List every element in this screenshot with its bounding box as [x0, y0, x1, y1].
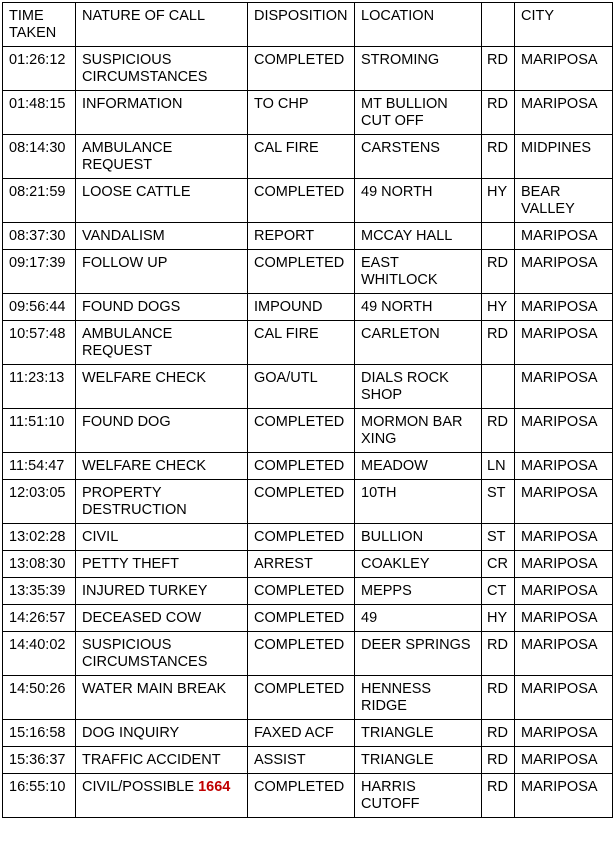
cell-location: [355, 47, 482, 91]
cell-location: [355, 135, 482, 179]
cell-location: [355, 480, 482, 524]
cell-location-text: CARLETON: [361, 326, 440, 342]
cell-street-suffix: [482, 676, 515, 720]
cell-location: [355, 578, 482, 605]
cell-disposition: [248, 179, 355, 223]
cell-nature-of-call-text: CIVIL: [82, 529, 119, 545]
cell-city-text: MARIPOSA: [521, 96, 598, 112]
cell-nature-of-call: [76, 632, 248, 676]
cell-disposition-text: TO CHP: [254, 96, 309, 112]
cell-city: [515, 409, 613, 453]
cell-street-suffix: [482, 480, 515, 524]
cell-disposition-text: COMPLETED: [254, 52, 345, 68]
cell-location-text: BULLION: [361, 529, 424, 545]
cell-time-taken-text: 08:14:30: [9, 140, 66, 156]
cell-street-suffix: [482, 453, 515, 480]
header-nature-of-call: NATURE OF CALL: [76, 3, 248, 47]
table-row: [3, 135, 613, 179]
cell-time-taken: [3, 747, 76, 774]
cell-nature-of-call: [76, 480, 248, 524]
cell-disposition-text: COMPLETED: [254, 414, 345, 430]
cell-location: [355, 409, 482, 453]
cell-location: [355, 365, 482, 409]
cell-city: [515, 551, 613, 578]
cell-location-text: MORMON BAR XING: [361, 414, 463, 447]
cell-city-text: MARIPOSA: [521, 556, 598, 572]
cell-street-suffix-text: RD: [487, 96, 508, 112]
cell-city: [515, 223, 613, 250]
cell-time-taken: [3, 551, 76, 578]
cell-city: [515, 321, 613, 365]
cell-city: [515, 47, 613, 91]
header-disposition: DISPOSITION: [248, 3, 355, 47]
cell-disposition-text: CAL FIRE: [254, 326, 319, 342]
cell-time-taken-text: 09:17:39: [9, 255, 66, 271]
cell-disposition: [248, 676, 355, 720]
cell-city: [515, 578, 613, 605]
cell-street-suffix-text: RD: [487, 414, 508, 430]
cell-disposition: [248, 321, 355, 365]
table-row: [3, 250, 613, 294]
cell-street-suffix-text: RD: [487, 255, 508, 271]
cell-street-suffix-text: RD: [487, 52, 508, 68]
cell-city-text: MARIPOSA: [521, 610, 598, 626]
cell-nature-of-call-text: WELFARE CHECK: [82, 370, 207, 386]
table-row: [3, 321, 613, 365]
cell-disposition-text: COMPLETED: [254, 610, 345, 626]
cell-city-text: MARIPOSA: [521, 752, 598, 768]
cell-city: [515, 774, 613, 818]
cell-street-suffix-text: HY: [487, 299, 508, 315]
table-row: [3, 223, 613, 250]
cell-city-text: MARIPOSA: [521, 255, 598, 271]
cell-location: [355, 676, 482, 720]
cell-disposition: [248, 551, 355, 578]
cell-disposition-text: GOA/UTL: [254, 370, 318, 386]
cell-nature-of-call: [76, 223, 248, 250]
cell-nature-of-call-text: DECEASED COW: [82, 610, 202, 626]
cell-city-text: MARIPOSA: [521, 529, 598, 545]
cell-street-suffix: [482, 294, 515, 321]
cell-time-taken: [3, 223, 76, 250]
cell-nature-of-call-text: DOG INQUIRY: [82, 725, 180, 741]
cell-time-taken-text: 13:02:28: [9, 529, 66, 545]
cell-city: [515, 453, 613, 480]
cell-location-text: 49: [361, 610, 378, 626]
cell-city: [515, 91, 613, 135]
cell-location-text: MEPPS: [361, 583, 412, 599]
cell-disposition: [248, 135, 355, 179]
cell-time-taken-text: 16:55:10: [9, 779, 66, 795]
table-row: [3, 720, 613, 747]
penal-code-highlight: 1664: [198, 779, 231, 795]
cell-disposition: [248, 409, 355, 453]
cell-time-taken-text: 15:16:58: [9, 725, 66, 741]
cell-nature-of-call: [76, 321, 248, 365]
cell-city: [515, 250, 613, 294]
cell-location-text: DEER SPRINGS: [361, 637, 471, 653]
cell-location-text: MT BULLION CUT OFF: [361, 96, 448, 129]
cell-time-taken-text: 11:54:47: [9, 458, 65, 474]
cell-street-suffix-text: RD: [487, 326, 508, 342]
cell-nature-of-call-text: CIVIL/POSSIBLE: [82, 779, 195, 795]
table-row: [3, 453, 613, 480]
cell-disposition-text: COMPLETED: [254, 458, 345, 474]
cell-disposition-text: IMPOUND: [254, 299, 323, 315]
cell-city: [515, 135, 613, 179]
cell-disposition: [248, 91, 355, 135]
cell-nature-of-call-text: VANDALISM: [82, 228, 165, 244]
cell-city: [515, 632, 613, 676]
cell-disposition-text: COMPLETED: [254, 681, 345, 697]
cell-nature-of-call: [76, 47, 248, 91]
cell-street-suffix-text: CR: [487, 556, 508, 572]
cell-street-suffix-text: HY: [487, 184, 508, 200]
cell-location-text: DIALS ROCK SHOP: [361, 370, 449, 403]
cell-city: [515, 747, 613, 774]
cell-street-suffix: [482, 605, 515, 632]
cell-street-suffix: [482, 747, 515, 774]
cell-time-taken: [3, 605, 76, 632]
cell-nature-of-call: [76, 551, 248, 578]
cell-street-suffix: [482, 321, 515, 365]
cell-city: [515, 179, 613, 223]
cell-time-taken: [3, 179, 76, 223]
cell-nature-of-call: [76, 747, 248, 774]
table-row: [3, 551, 613, 578]
cell-nature-of-call: [76, 91, 248, 135]
cell-location: [355, 294, 482, 321]
cell-city-text: MARIPOSA: [521, 725, 598, 741]
cell-nature-of-call-text: TRAFFIC ACCIDENT: [82, 752, 221, 768]
table-row: [3, 605, 613, 632]
cell-location-text: EAST WHITLOCK: [361, 255, 438, 288]
cell-street-suffix-text: RD: [487, 725, 508, 741]
cell-location: [355, 91, 482, 135]
cell-city-text: MARIPOSA: [521, 326, 598, 342]
cell-time-taken-text: 08:37:30: [9, 228, 66, 244]
cell-street-suffix-text: RD: [487, 681, 508, 697]
cell-street-suffix-text: CT: [487, 583, 507, 599]
cell-disposition: [248, 453, 355, 480]
header-city: CITY: [515, 3, 613, 47]
cell-location: [355, 223, 482, 250]
cell-disposition-text: COMPLETED: [254, 637, 345, 653]
cell-disposition: [248, 223, 355, 250]
cell-time-taken-text: 14:40:02: [9, 637, 66, 653]
cell-disposition: [248, 774, 355, 818]
table-row: [3, 179, 613, 223]
cell-disposition-text: ARREST: [254, 556, 313, 572]
cell-nature-of-call-text: PROPERTY DESTRUCTION: [82, 485, 187, 518]
cell-nature-of-call: [76, 676, 248, 720]
cell-location: [355, 551, 482, 578]
table-row: [3, 480, 613, 524]
cell-location-text: MCCAY HALL: [361, 228, 453, 244]
cell-time-taken: [3, 321, 76, 365]
cell-disposition: [248, 47, 355, 91]
cell-nature-of-call-text: AMBULANCE REQUEST: [82, 326, 173, 359]
cell-nature-of-call-text: LOOSE CATTLE: [82, 184, 191, 200]
cell-street-suffix-text: HY: [487, 610, 508, 626]
cell-location-text: 49 NORTH: [361, 184, 433, 200]
cell-city-text: MARIPOSA: [521, 228, 598, 244]
cell-time-taken: [3, 578, 76, 605]
cell-nature-of-call-text: INJURED TURKEY: [82, 583, 208, 599]
cell-street-suffix-text: LN: [487, 458, 506, 474]
header-street-suffix: [482, 3, 515, 47]
cell-city-text: MIDPINES: [521, 140, 592, 156]
table-row: [3, 676, 613, 720]
cell-location: [355, 747, 482, 774]
cell-city: [515, 676, 613, 720]
cell-disposition-text: COMPLETED: [254, 779, 345, 795]
cell-location-text: MEADOW: [361, 458, 428, 474]
cell-city-text: MARIPOSA: [521, 681, 598, 697]
cell-street-suffix: [482, 524, 515, 551]
cell-nature-of-call-text: FOUND DOGS: [82, 299, 181, 315]
cell-nature-of-call: [76, 365, 248, 409]
cell-street-suffix: [482, 223, 515, 250]
cell-disposition-text: REPORT: [254, 228, 315, 244]
cell-nature-of-call-text: FOLLOW UP: [82, 255, 168, 271]
cell-time-taken: [3, 365, 76, 409]
cell-time-taken: [3, 524, 76, 551]
cell-street-suffix-text: RD: [487, 140, 508, 156]
cell-city-text: MARIPOSA: [521, 458, 598, 474]
table-row: [3, 774, 613, 818]
cell-location-text: 49 NORTH: [361, 299, 433, 315]
table-row: [3, 409, 613, 453]
cell-nature-of-call: [76, 578, 248, 605]
cell-street-suffix: [482, 365, 515, 409]
cell-city-text: BEAR VALLEY: [521, 184, 575, 217]
cell-nature-of-call-text: INFORMATION: [82, 96, 183, 112]
cell-street-suffix-text: RD: [487, 637, 508, 653]
cell-time-taken-text: 14:50:26: [9, 681, 66, 697]
cell-time-taken-text: 11:23:13: [9, 370, 65, 386]
cell-city: [515, 720, 613, 747]
cell-disposition-text: COMPLETED: [254, 255, 345, 271]
cell-nature-of-call: [76, 524, 248, 551]
cell-nature-of-call-text: WELFARE CHECK: [82, 458, 207, 474]
cell-time-taken-text: 13:35:39: [9, 583, 66, 599]
cell-time-taken-text: 10:57:48: [9, 326, 66, 342]
cell-street-suffix-text: RD: [487, 752, 508, 768]
cell-disposition: [248, 480, 355, 524]
cell-time-taken: [3, 632, 76, 676]
table-row: [3, 747, 613, 774]
cell-time-taken: [3, 774, 76, 818]
cell-nature-of-call: [76, 135, 248, 179]
header-time-taken: TIME TAKEN: [3, 3, 76, 47]
cell-location: [355, 179, 482, 223]
cell-city: [515, 365, 613, 409]
cell-street-suffix: [482, 551, 515, 578]
cell-location-text: HENNESS RIDGE: [361, 681, 432, 714]
cell-street-suffix-text: ST: [487, 485, 506, 501]
cell-city-text: MARIPOSA: [521, 485, 598, 501]
cell-nature-of-call-text: WATER MAIN BREAK: [82, 681, 227, 697]
cell-street-suffix: [482, 578, 515, 605]
cell-nature-of-call: [76, 720, 248, 747]
cell-city-text: MARIPOSA: [521, 52, 598, 68]
cell-nature-of-call: [76, 179, 248, 223]
cell-street-suffix: [482, 47, 515, 91]
cell-disposition-text: COMPLETED: [254, 583, 345, 599]
header-row: [3, 3, 613, 47]
table-row: [3, 632, 613, 676]
cell-disposition-text: CAL FIRE: [254, 140, 319, 156]
cell-street-suffix-text: ST: [487, 529, 506, 545]
cell-time-taken: [3, 720, 76, 747]
cell-location-text: 10TH: [361, 485, 397, 501]
cell-time-taken-text: 14:26:57: [9, 610, 66, 626]
cell-city: [515, 524, 613, 551]
cell-time-taken: [3, 135, 76, 179]
cell-street-suffix: [482, 179, 515, 223]
cell-disposition-text: ASSIST: [254, 752, 306, 768]
cell-city-text: MARIPOSA: [521, 414, 598, 430]
cell-nature-of-call-text: FOUND DOG: [82, 414, 171, 430]
cell-city-text: MARIPOSA: [521, 299, 598, 315]
cell-nature-of-call: [76, 409, 248, 453]
cell-location: [355, 250, 482, 294]
cell-location: [355, 720, 482, 747]
cell-time-taken: [3, 480, 76, 524]
cell-time-taken: [3, 250, 76, 294]
cell-time-taken: [3, 47, 76, 91]
cell-time-taken-text: 12:03:05: [9, 485, 66, 501]
cell-location: [355, 632, 482, 676]
cell-city: [515, 480, 613, 524]
cell-city-text: MARIPOSA: [521, 637, 598, 653]
cell-nature-of-call-text: AMBULANCE REQUEST: [82, 140, 173, 173]
cell-location: [355, 605, 482, 632]
cell-disposition: [248, 632, 355, 676]
cell-nature-of-call-text: SUSPICIOUS CIRCUMSTANCES: [82, 637, 208, 670]
cell-time-taken-text: 09:56:44: [9, 299, 66, 315]
cell-street-suffix-text: RD: [487, 779, 508, 795]
table-row: [3, 294, 613, 321]
cell-disposition-text: COMPLETED: [254, 529, 345, 545]
cell-street-suffix: [482, 91, 515, 135]
call-log-table: [2, 2, 613, 818]
cell-time-taken: [3, 91, 76, 135]
cell-city-text: MARIPOSA: [521, 779, 598, 795]
cell-street-suffix: [482, 774, 515, 818]
table-row: [3, 47, 613, 91]
cell-location: [355, 774, 482, 818]
cell-time-taken-text: 15:36:37: [9, 752, 66, 768]
cell-disposition-text: FAXED ACF: [254, 725, 334, 741]
cell-time-taken-text: 08:21:59: [9, 184, 66, 200]
cell-street-suffix: [482, 250, 515, 294]
cell-time-taken-text: 01:48:15: [9, 96, 66, 112]
cell-city-text: MARIPOSA: [521, 583, 598, 599]
cell-nature-of-call-text: PETTY THEFT: [82, 556, 179, 572]
cell-disposition: [248, 720, 355, 747]
cell-disposition: [248, 605, 355, 632]
cell-time-taken-text: 13:08:30: [9, 556, 66, 572]
cell-disposition-text: COMPLETED: [254, 485, 345, 501]
table-row: [3, 524, 613, 551]
cell-disposition: [248, 524, 355, 551]
cell-nature-of-call: [76, 774, 248, 818]
cell-disposition: [248, 250, 355, 294]
cell-disposition: [248, 294, 355, 321]
cell-disposition: [248, 747, 355, 774]
cell-time-taken-text: 11:51:10: [9, 414, 65, 430]
cell-location: [355, 321, 482, 365]
cell-location-text: HARRIS CUTOFF: [361, 779, 420, 812]
cell-nature-of-call: [76, 605, 248, 632]
cell-location-text: TRIANGLE: [361, 752, 434, 768]
cell-location: [355, 524, 482, 551]
cell-street-suffix: [482, 720, 515, 747]
cell-disposition: [248, 578, 355, 605]
cell-nature-of-call: [76, 294, 248, 321]
table-row: [3, 365, 613, 409]
cell-street-suffix: [482, 409, 515, 453]
cell-location-text: TRIANGLE: [361, 725, 434, 741]
cell-location-text: STROMING: [361, 52, 440, 68]
table-row: [3, 91, 613, 135]
cell-nature-of-call: [76, 250, 248, 294]
cell-nature-of-call-text: SUSPICIOUS CIRCUMSTANCES: [82, 52, 208, 85]
cell-city: [515, 605, 613, 632]
cell-time-taken: [3, 294, 76, 321]
cell-nature-of-call: [76, 453, 248, 480]
cell-location-text: CARSTENS: [361, 140, 440, 156]
cell-disposition-text: COMPLETED: [254, 184, 345, 200]
cell-disposition: [248, 365, 355, 409]
cell-time-taken: [3, 409, 76, 453]
cell-time-taken-text: 01:26:12: [9, 52, 66, 68]
cell-street-suffix: [482, 632, 515, 676]
header-location: LOCATION: [355, 3, 482, 47]
cell-time-taken: [3, 676, 76, 720]
cell-location: [355, 453, 482, 480]
cell-location-text: COAKLEY: [361, 556, 430, 572]
cell-time-taken: [3, 453, 76, 480]
table-row: [3, 578, 613, 605]
cell-street-suffix: [482, 135, 515, 179]
cell-city: [515, 294, 613, 321]
cell-city-text: MARIPOSA: [521, 370, 598, 386]
